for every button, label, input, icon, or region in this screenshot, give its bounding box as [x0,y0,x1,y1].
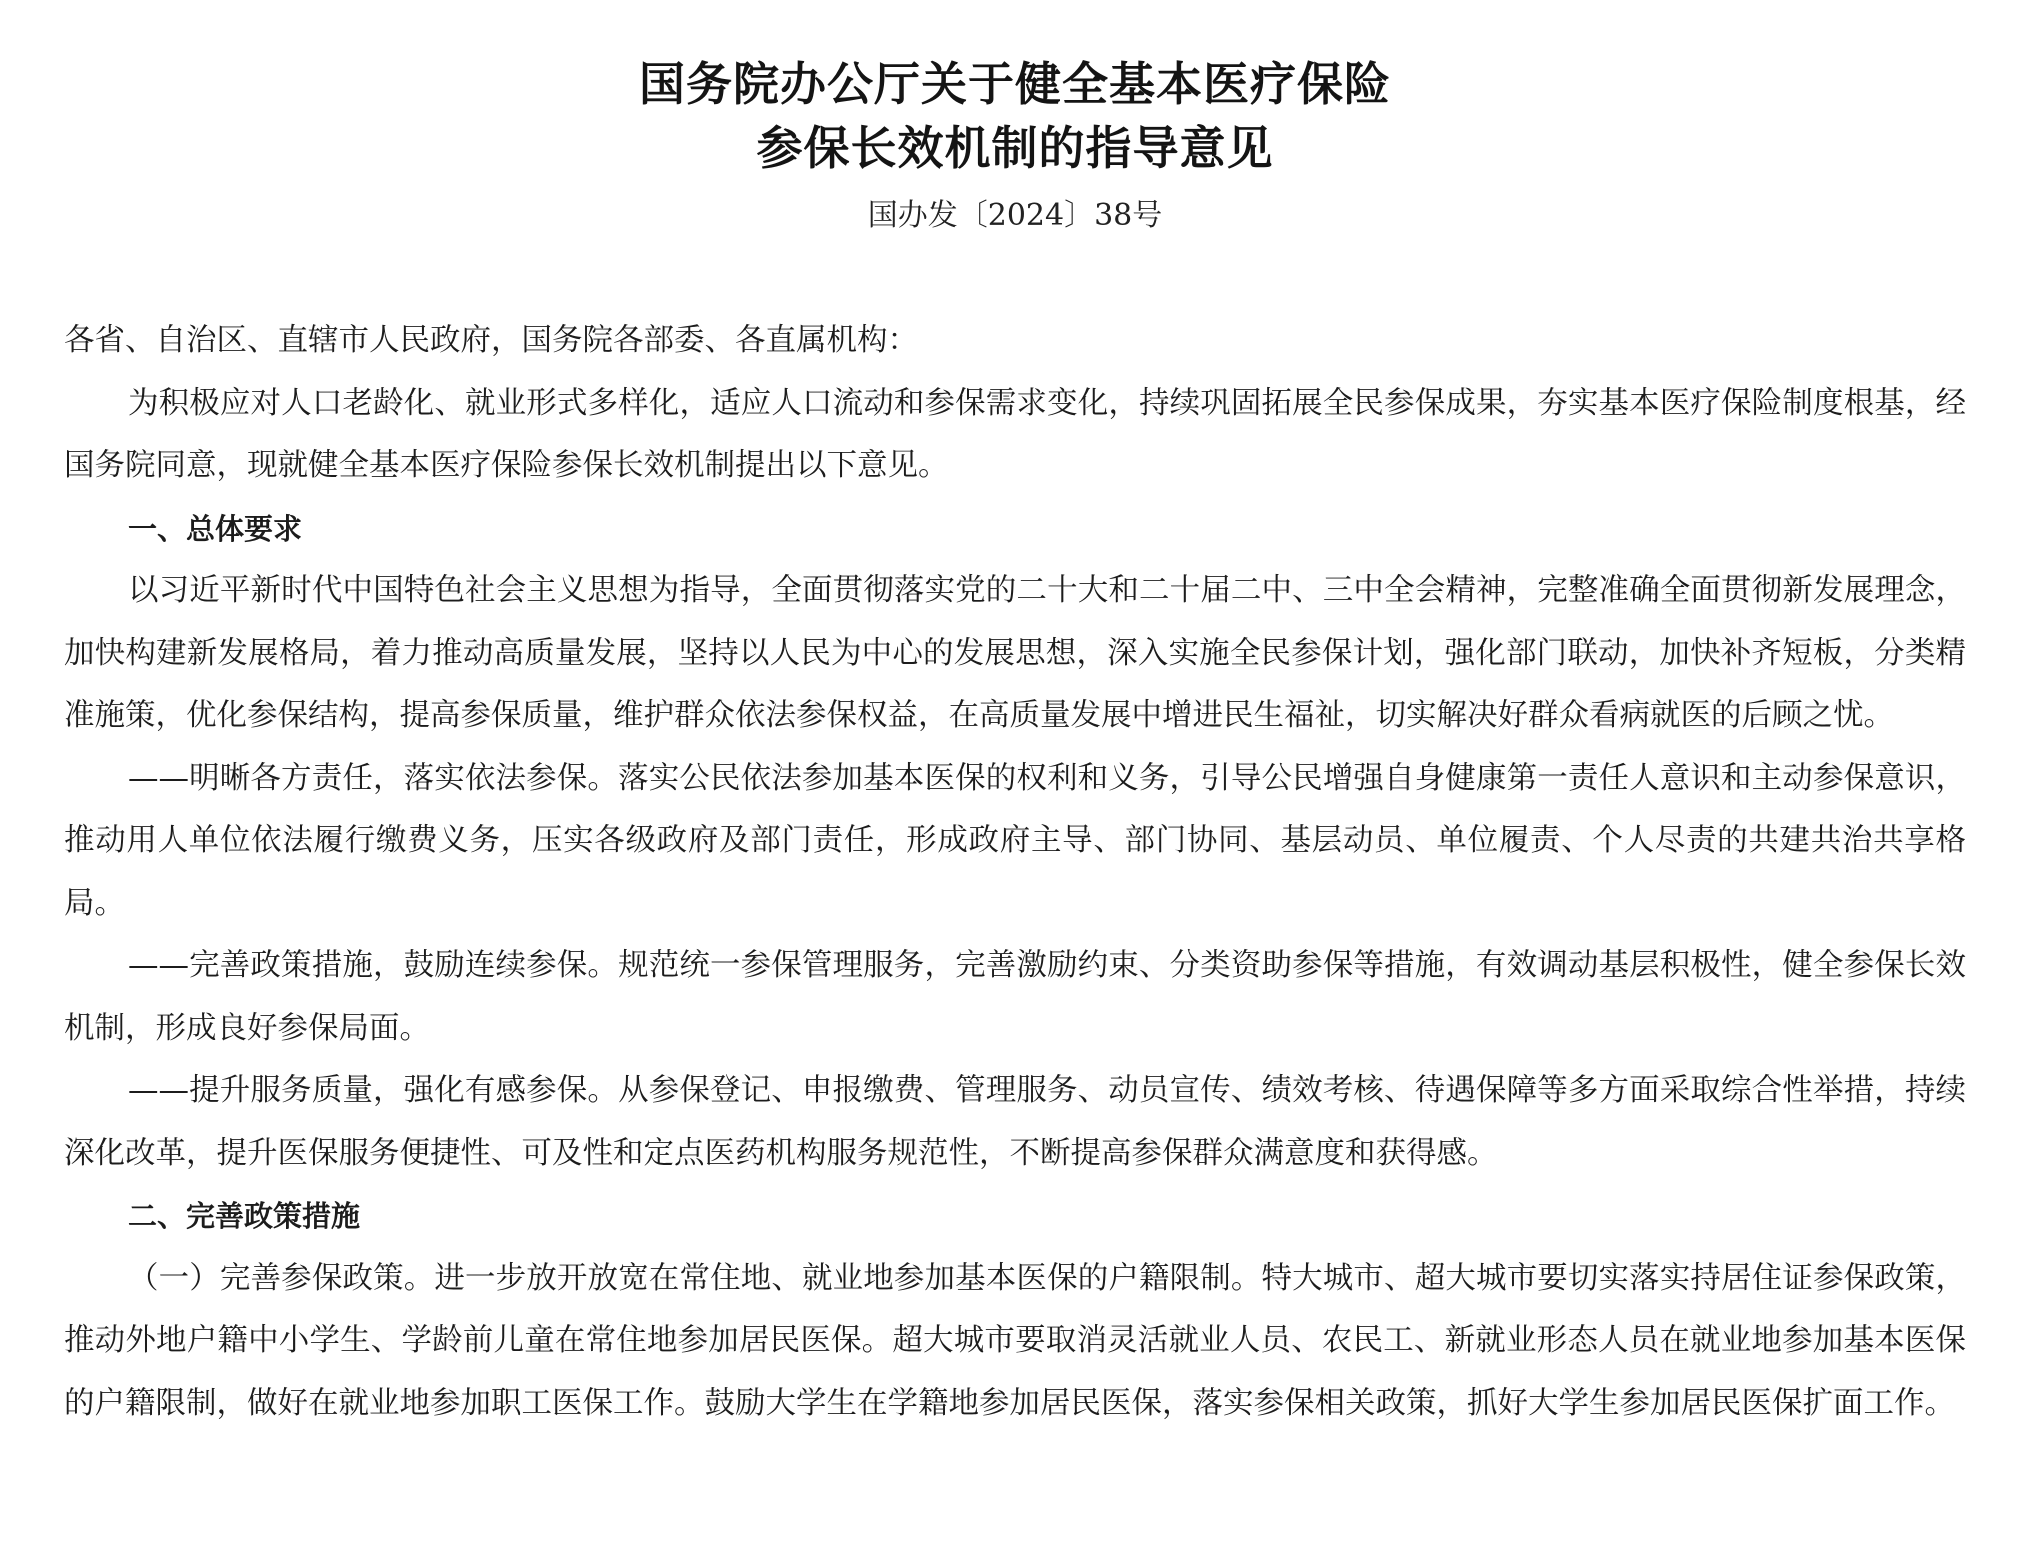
section1-paragraph: 以习近平新时代中国特色社会主义思想为指导，全面贯彻落实党的二十大和二十届二中、三中全会精神，完整准确全面贯彻新发展理念，加快构建新发展格局，着力推动高质量发展，坚持以人民为中心的发展思想，深入实施全民参保计划，强化部门联动，加快补齐短板，分类精准施策，优化参保结构，提高参保质量，维护群众依法参保权益，在高质量发展中增进民生福祉，切实解决好群众看病就医的后顾之忧。 [64,573,1966,733]
document-body [64,310,1966,1435]
section2-item1-paragraph: （一）完善参保政策。进一步放开放宽在常住地、就业地参加基本医保的户籍限制。特大城市、超大城市要切实落实持居住证参保政策，推动外地户籍中小学生、学龄前儿童在常住地参加居民医保。超大城市要取消灵活就业人员、农民工、新就业形态人员在就业地参加基本医保的户籍限制，做好在就业地参加职工医保工作。鼓励大学生在学籍地参加居民医保，落实参保相关政策，抓好大学生参加居民医保扩面工作。 [64,1260,1966,1421]
salutation: 各省、自治区、直辖市人民政府，国务院各部委、各直属机构： [64,323,918,358]
document-title-line1: 国务院办公厅关于健全基本医疗保险 [639,57,1391,111]
section2-heading: 二、完善政策措施 [128,1199,361,1233]
section1-heading: 一、总体要求 [128,511,303,546]
principle-paragraph-2: ——完善政策措施，鼓励连续参保。规范统一参保管理服务，完善激励约束、分类资助参保等措施，有效调动基层积极性，健全参保长效机制，形成良好参保局面。 [64,948,1966,1046]
principle-paragraph-1: ——明晰各方责任，落实依法参保。落实公民依法参加基本医保的权利和义务，引导公民增强自身健康第一责任人意识和主动参保意识，推动用人单位依法履行缴费义务，压实各级政府及部门责任，形成政府主导、部门协同、基层动员、单位履责、个人尽责的共建共治共享格局。 [64,760,1966,921]
document-number: 国办发〔2024〕38号 [867,198,1163,233]
document-title-line2: 参保长效机制的指导意见 [756,121,1274,175]
principle-paragraph-3: ——提升服务质量，强化有感参保。从参保登记、申报缴费、管理服务、动员宣传、绩效考核、待遇保障等多方面采取综合性举措，持续深化改革，提升医保服务便捷性、可及性和定点医药机构服务规范性，不断提高参保群众满意度和获得感。 [64,1073,1966,1171]
intro-paragraph: 为积极应对人口老龄化、就业形式多样化，适应人口流动和参保需求变化，持续巩固拓展全民参保成果，夯实基本医疗保险制度根基，经国务院同意，现就健全基本医疗保险参保长效机制提出以下意见。 [64,385,1966,483]
